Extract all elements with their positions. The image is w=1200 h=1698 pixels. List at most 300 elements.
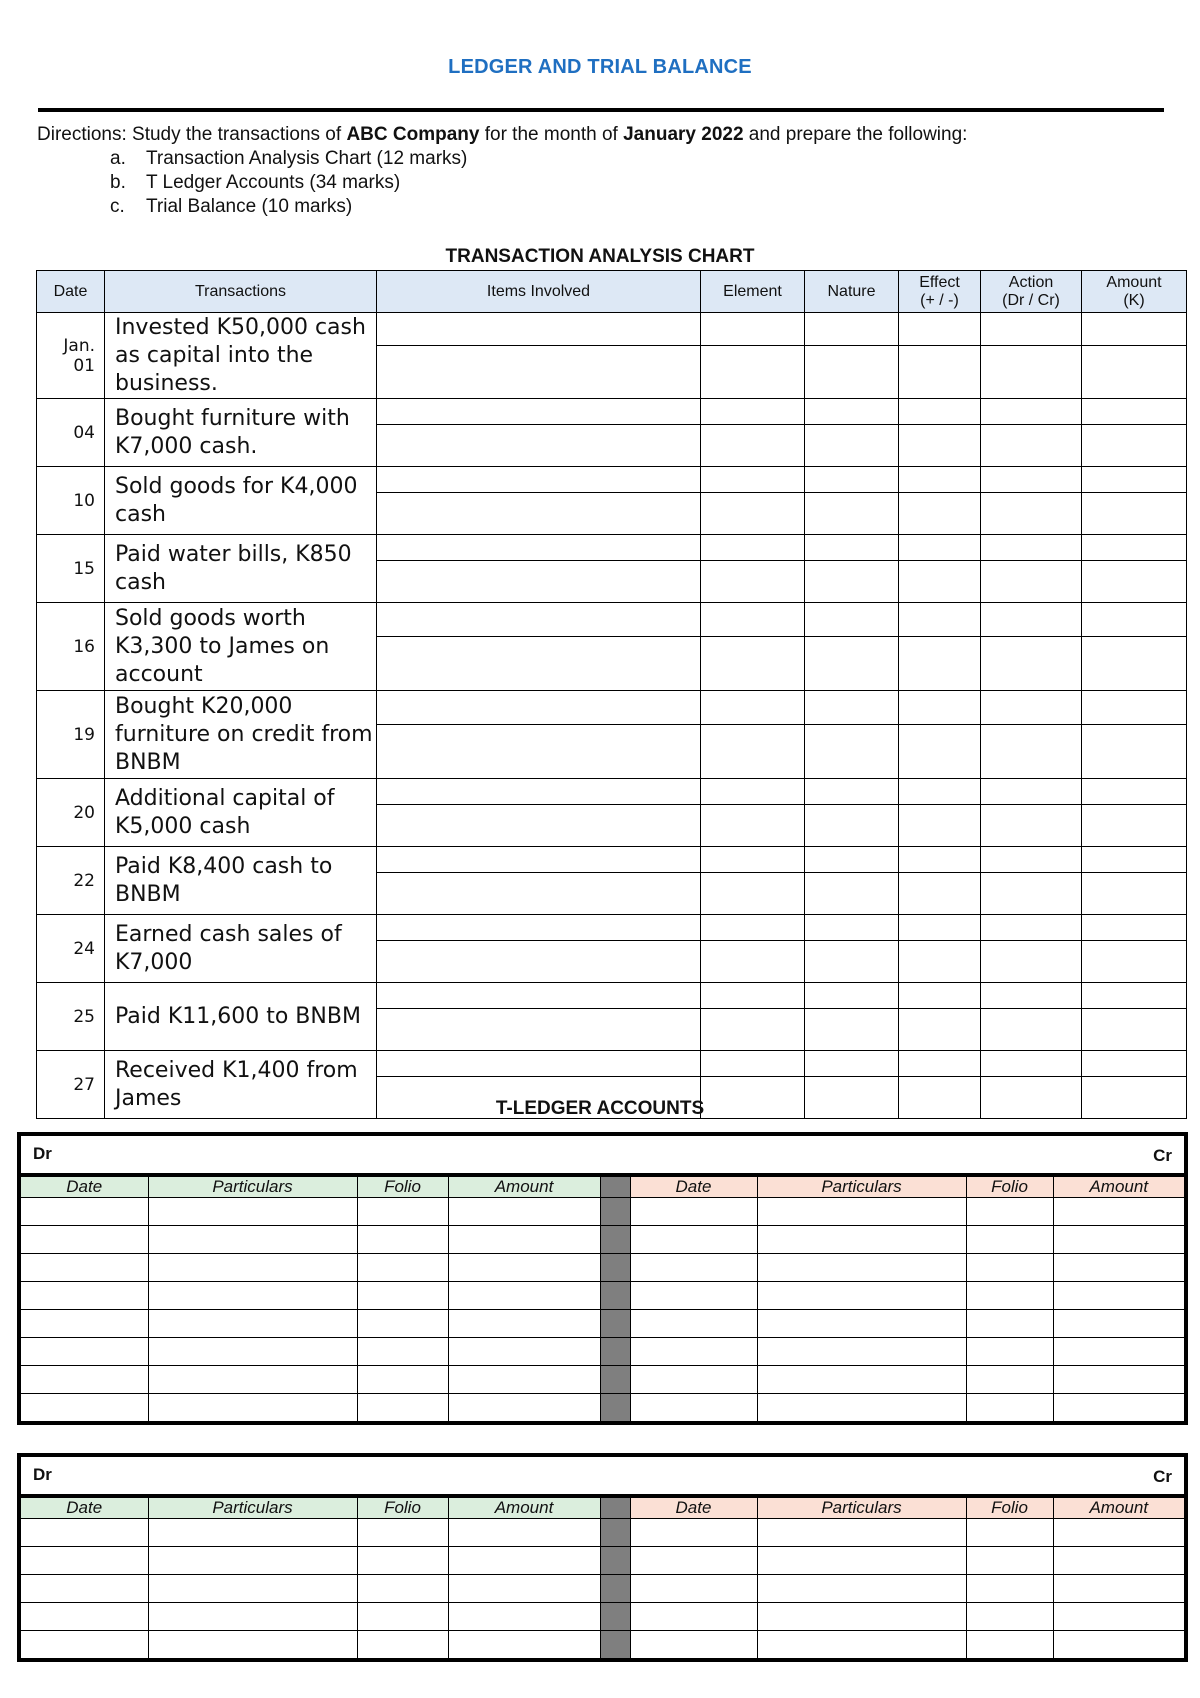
table-row bbox=[37, 467, 1187, 493]
transaction-date: 15 bbox=[37, 535, 105, 603]
ledger-cell[interactable] bbox=[1053, 1603, 1184, 1631]
answer-cell[interactable] bbox=[981, 425, 1082, 467]
answer-cell[interactable] bbox=[981, 1051, 1082, 1077]
transaction-text: Earned cash sales of K7,000 bbox=[105, 915, 377, 983]
answer-cell[interactable] bbox=[899, 425, 981, 467]
transaction-text: Additional capital of K5,000 cash bbox=[105, 779, 377, 847]
answer-cell[interactable] bbox=[1082, 313, 1187, 346]
answer-cell[interactable] bbox=[981, 847, 1082, 873]
ledger-cell[interactable] bbox=[1053, 1519, 1184, 1547]
ledger-cell[interactable] bbox=[630, 1547, 757, 1575]
ledger-cell[interactable] bbox=[21, 1338, 148, 1366]
transaction-date: 04 bbox=[37, 399, 105, 467]
ledger-cell[interactable] bbox=[357, 1226, 448, 1254]
ledger-cell[interactable] bbox=[757, 1631, 966, 1659]
table-row bbox=[37, 535, 1187, 561]
answer-cell[interactable] bbox=[981, 983, 1082, 1009]
col-header-transactions: Transactions bbox=[105, 271, 377, 313]
ledger-column-headers bbox=[21, 1177, 1184, 1198]
answer-cell[interactable] bbox=[701, 725, 805, 779]
answer-cell[interactable] bbox=[981, 399, 1082, 425]
ledger-cell[interactable] bbox=[357, 1254, 448, 1282]
transaction-text: Bought furniture with K7,000 cash. bbox=[105, 399, 377, 467]
answer-cell[interactable] bbox=[1082, 1009, 1187, 1051]
answer-cell[interactable] bbox=[805, 313, 899, 346]
ledger-cell[interactable] bbox=[966, 1254, 1053, 1282]
ledger-cell[interactable] bbox=[148, 1603, 357, 1631]
col-header-amount: Amount (K) bbox=[1082, 271, 1187, 313]
ledger-cell[interactable] bbox=[757, 1366, 966, 1394]
ledger-cell[interactable] bbox=[448, 1603, 600, 1631]
col-header-action: Action (Dr / Cr) bbox=[981, 271, 1082, 313]
answer-cell[interactable] bbox=[701, 941, 805, 983]
ledger-divider bbox=[600, 1254, 630, 1282]
ledger-cell[interactable] bbox=[357, 1282, 448, 1310]
ledger-cell[interactable] bbox=[757, 1575, 966, 1603]
answer-cell[interactable] bbox=[1082, 847, 1187, 873]
answer-cell[interactable] bbox=[899, 603, 981, 637]
answer-cell[interactable] bbox=[377, 313, 701, 346]
answer-cell[interactable] bbox=[805, 873, 899, 915]
answer-cell[interactable] bbox=[377, 535, 701, 561]
ledger-cell[interactable] bbox=[357, 1310, 448, 1338]
ledger-cell[interactable] bbox=[357, 1603, 448, 1631]
ledger-cell[interactable] bbox=[630, 1575, 757, 1603]
answer-cell[interactable] bbox=[805, 725, 899, 779]
answer-cell[interactable] bbox=[981, 346, 1082, 399]
ledger-cell[interactable] bbox=[757, 1519, 966, 1547]
answer-cell[interactable] bbox=[1082, 399, 1187, 425]
ledger-cell[interactable] bbox=[757, 1310, 966, 1338]
answer-cell[interactable] bbox=[899, 915, 981, 941]
ledger-cell[interactable] bbox=[357, 1366, 448, 1394]
transaction-text: Paid K11,600 to BNBM bbox=[105, 983, 377, 1051]
answer-cell[interactable] bbox=[701, 779, 805, 805]
answer-cell[interactable] bbox=[701, 535, 805, 561]
ledger-cell[interactable] bbox=[1053, 1198, 1184, 1226]
ledger-cell[interactable] bbox=[966, 1282, 1053, 1310]
answer-cell[interactable] bbox=[899, 535, 981, 561]
ledger-cell[interactable] bbox=[448, 1394, 600, 1422]
ledger-cell[interactable] bbox=[357, 1338, 448, 1366]
transaction-text: Bought K20,000 furniture on credit from BNBM bbox=[105, 691, 377, 779]
ledger-header bbox=[21, 1457, 1184, 1497]
answer-cell[interactable] bbox=[899, 399, 981, 425]
ledger-cell[interactable] bbox=[966, 1519, 1053, 1547]
answer-cell[interactable] bbox=[805, 493, 899, 535]
ledger-cell[interactable] bbox=[630, 1226, 757, 1254]
answer-cell[interactable] bbox=[1082, 1051, 1187, 1077]
table-row bbox=[37, 313, 1187, 346]
answer-cell[interactable] bbox=[805, 561, 899, 603]
ledger-cell[interactable] bbox=[1053, 1226, 1184, 1254]
answer-cell[interactable] bbox=[377, 399, 701, 425]
ledger-cell[interactable] bbox=[448, 1338, 600, 1366]
ledger-cell[interactable] bbox=[148, 1338, 357, 1366]
ledger-divider bbox=[600, 1498, 630, 1519]
answer-cell[interactable] bbox=[899, 941, 981, 983]
ledger-cell[interactable] bbox=[630, 1310, 757, 1338]
ledger-cell[interactable] bbox=[148, 1226, 357, 1254]
answer-cell[interactable] bbox=[1082, 425, 1187, 467]
ledger-cell[interactable] bbox=[966, 1226, 1053, 1254]
answer-cell[interactable] bbox=[377, 637, 701, 691]
ledger-row bbox=[21, 1254, 1184, 1282]
ledger-cell[interactable] bbox=[757, 1603, 966, 1631]
answer-cell[interactable] bbox=[1082, 725, 1187, 779]
ledger-cell[interactable] bbox=[1053, 1547, 1184, 1575]
answer-cell[interactable] bbox=[899, 805, 981, 847]
ledger-row bbox=[21, 1366, 1184, 1394]
answer-cell[interactable] bbox=[377, 873, 701, 915]
ledger-cell[interactable] bbox=[1053, 1366, 1184, 1394]
ledger-divider bbox=[600, 1310, 630, 1338]
debit-folio-header: Folio bbox=[357, 1177, 448, 1198]
table-row bbox=[37, 1051, 1187, 1077]
ledger-cell[interactable] bbox=[448, 1366, 600, 1394]
ledger-cell[interactable] bbox=[21, 1282, 148, 1310]
ledger-cell[interactable] bbox=[1053, 1338, 1184, 1366]
ledger-cell[interactable] bbox=[21, 1519, 148, 1547]
ledger-cell[interactable] bbox=[966, 1631, 1053, 1659]
ledger-cell[interactable] bbox=[448, 1631, 600, 1659]
ledger-cell[interactable] bbox=[630, 1603, 757, 1631]
answer-cell[interactable] bbox=[377, 1051, 701, 1077]
ledger-cell[interactable] bbox=[448, 1310, 600, 1338]
ledger-cell[interactable] bbox=[148, 1198, 357, 1226]
answer-cell[interactable] bbox=[805, 535, 899, 561]
answer-cell[interactable] bbox=[1082, 983, 1187, 1009]
answer-cell[interactable] bbox=[899, 847, 981, 873]
list-item: b. T Ledger Accounts (34 marks) bbox=[110, 172, 401, 193]
credit-particulars-header: Particulars bbox=[757, 1498, 966, 1519]
ledger-divider bbox=[600, 1575, 630, 1603]
ledger-cell[interactable] bbox=[1053, 1282, 1184, 1310]
ledger-cell[interactable] bbox=[757, 1198, 966, 1226]
table-row bbox=[37, 399, 1187, 425]
answer-cell[interactable] bbox=[377, 493, 701, 535]
ledger-cell[interactable] bbox=[757, 1282, 966, 1310]
answer-cell[interactable] bbox=[805, 1051, 899, 1077]
ledger-divider bbox=[600, 1338, 630, 1366]
ledger-cell[interactable] bbox=[148, 1547, 357, 1575]
answer-cell[interactable] bbox=[701, 691, 805, 725]
answer-cell[interactable] bbox=[981, 637, 1082, 691]
ledger-cell[interactable] bbox=[630, 1254, 757, 1282]
ledger-cell[interactable] bbox=[630, 1366, 757, 1394]
debit-label: Dr bbox=[33, 1465, 52, 1484]
answer-cell[interactable] bbox=[805, 779, 899, 805]
answer-cell[interactable] bbox=[805, 941, 899, 983]
answer-cell[interactable] bbox=[701, 1009, 805, 1051]
ledger-cell[interactable] bbox=[148, 1310, 357, 1338]
ledger-cell[interactable] bbox=[966, 1310, 1053, 1338]
ledger-cell[interactable] bbox=[21, 1547, 148, 1575]
answer-cell[interactable] bbox=[701, 561, 805, 603]
credit-date-header: Date bbox=[630, 1498, 757, 1519]
ledger-row bbox=[21, 1547, 1184, 1575]
answer-cell[interactable] bbox=[1082, 941, 1187, 983]
transaction-date: 27 bbox=[37, 1051, 105, 1119]
answer-cell[interactable] bbox=[805, 603, 899, 637]
answer-cell[interactable] bbox=[701, 637, 805, 691]
answer-cell[interactable] bbox=[981, 725, 1082, 779]
ledger-cell[interactable] bbox=[1053, 1575, 1184, 1603]
ledger-cell[interactable] bbox=[357, 1547, 448, 1575]
ledger-divider bbox=[600, 1631, 630, 1659]
ledger-cell[interactable] bbox=[630, 1394, 757, 1422]
ledger-divider bbox=[600, 1226, 630, 1254]
answer-cell[interactable] bbox=[377, 779, 701, 805]
ledger-cell[interactable] bbox=[148, 1631, 357, 1659]
answer-cell[interactable] bbox=[899, 313, 981, 346]
answer-cell[interactable] bbox=[805, 637, 899, 691]
answer-cell[interactable] bbox=[701, 915, 805, 941]
debit-amount-header: Amount bbox=[448, 1498, 600, 1519]
ledger-row bbox=[21, 1519, 1184, 1547]
ledger-cell[interactable] bbox=[148, 1254, 357, 1282]
answer-cell[interactable] bbox=[1082, 637, 1187, 691]
ledger-cell[interactable] bbox=[357, 1519, 448, 1547]
answer-cell[interactable] bbox=[805, 425, 899, 467]
ledger-cell[interactable] bbox=[448, 1226, 600, 1254]
answer-cell[interactable] bbox=[899, 346, 981, 399]
answer-cell[interactable] bbox=[899, 561, 981, 603]
ledger-row bbox=[21, 1603, 1184, 1631]
answer-cell[interactable] bbox=[805, 915, 899, 941]
answer-cell[interactable] bbox=[805, 346, 899, 399]
answer-cell[interactable] bbox=[377, 691, 701, 725]
ledger-cell[interactable] bbox=[966, 1366, 1053, 1394]
directions-list bbox=[110, 147, 467, 219]
debit-particulars-header: Particulars bbox=[148, 1498, 357, 1519]
transaction-date: 10 bbox=[37, 467, 105, 535]
ledger-column-headers bbox=[21, 1498, 1184, 1519]
answer-cell[interactable] bbox=[701, 467, 805, 493]
col-header-effect: Effect (+ / -) bbox=[899, 271, 981, 313]
ledger-divider bbox=[600, 1547, 630, 1575]
answer-cell[interactable] bbox=[805, 467, 899, 493]
ledger-cell[interactable] bbox=[448, 1547, 600, 1575]
answer-cell[interactable] bbox=[899, 637, 981, 691]
ledger-cell[interactable] bbox=[21, 1226, 148, 1254]
ledger-row bbox=[21, 1394, 1184, 1422]
answer-cell[interactable] bbox=[701, 346, 805, 399]
ledger-cell[interactable] bbox=[448, 1254, 600, 1282]
answer-cell[interactable] bbox=[1082, 915, 1187, 941]
ledger-divider bbox=[600, 1519, 630, 1547]
answer-cell[interactable] bbox=[1082, 603, 1187, 637]
t-ledger-account-1 bbox=[17, 1132, 1188, 1425]
ledger-divider bbox=[600, 1366, 630, 1394]
ledger-cell[interactable] bbox=[1053, 1631, 1184, 1659]
ledger-cell[interactable] bbox=[757, 1547, 966, 1575]
ledger-cell[interactable] bbox=[357, 1394, 448, 1422]
col-header-date: Date bbox=[37, 271, 105, 313]
answer-cell[interactable] bbox=[1082, 493, 1187, 535]
transaction-date: 22 bbox=[37, 847, 105, 915]
answer-cell[interactable] bbox=[701, 603, 805, 637]
col-header-items: Items Involved bbox=[377, 271, 701, 313]
answer-cell[interactable] bbox=[981, 561, 1082, 603]
answer-cell[interactable] bbox=[377, 725, 701, 779]
credit-particulars-header: Particulars bbox=[757, 1177, 966, 1198]
answer-cell[interactable] bbox=[805, 847, 899, 873]
ledger-row bbox=[21, 1575, 1184, 1603]
answer-cell[interactable] bbox=[377, 467, 701, 493]
ledger-row bbox=[21, 1338, 1184, 1366]
credit-folio-header: Folio bbox=[966, 1498, 1053, 1519]
answer-cell[interactable] bbox=[377, 805, 701, 847]
answer-cell[interactable] bbox=[805, 983, 899, 1009]
answer-cell[interactable] bbox=[805, 1009, 899, 1051]
ledger-cell[interactable] bbox=[21, 1310, 148, 1338]
answer-cell[interactable] bbox=[377, 941, 701, 983]
answer-cell[interactable] bbox=[701, 983, 805, 1009]
answer-cell[interactable] bbox=[377, 561, 701, 603]
transaction-text: Paid water bills, K850 cash bbox=[105, 535, 377, 603]
answer-cell[interactable] bbox=[1082, 535, 1187, 561]
ledger-cell[interactable] bbox=[966, 1603, 1053, 1631]
answer-cell[interactable] bbox=[981, 873, 1082, 915]
answer-cell[interactable] bbox=[701, 313, 805, 346]
answer-cell[interactable] bbox=[701, 805, 805, 847]
answer-cell[interactable] bbox=[981, 779, 1082, 805]
ledger-cell[interactable] bbox=[757, 1338, 966, 1366]
credit-label: Cr bbox=[1153, 1146, 1172, 1165]
answer-cell[interactable] bbox=[1082, 346, 1187, 399]
answer-cell[interactable] bbox=[981, 941, 1082, 983]
answer-cell[interactable] bbox=[899, 983, 981, 1009]
transaction-date: 20 bbox=[37, 779, 105, 847]
answer-cell[interactable] bbox=[701, 1051, 805, 1077]
answer-cell[interactable] bbox=[701, 873, 805, 915]
answer-cell[interactable] bbox=[899, 1051, 981, 1077]
answer-cell[interactable] bbox=[1082, 467, 1187, 493]
ledger-cell[interactable] bbox=[630, 1198, 757, 1226]
answer-cell[interactable] bbox=[701, 847, 805, 873]
answer-cell[interactable] bbox=[981, 805, 1082, 847]
answer-cell[interactable] bbox=[981, 1009, 1082, 1051]
ledger-cell[interactable] bbox=[966, 1547, 1053, 1575]
ledger-row bbox=[21, 1631, 1184, 1659]
ledger-cell[interactable] bbox=[630, 1338, 757, 1366]
ledger-cell[interactable] bbox=[21, 1603, 148, 1631]
answer-cell[interactable] bbox=[377, 915, 701, 941]
table-row bbox=[37, 691, 1187, 725]
ledger-cell[interactable] bbox=[21, 1366, 148, 1394]
ledger-cell[interactable] bbox=[357, 1198, 448, 1226]
ledger-cell[interactable] bbox=[21, 1631, 148, 1659]
ledger-cell[interactable] bbox=[966, 1575, 1053, 1603]
ledger-cell[interactable] bbox=[630, 1282, 757, 1310]
answer-cell[interactable] bbox=[377, 346, 701, 399]
ledger-table bbox=[21, 1176, 1184, 1421]
ledger-cell[interactable] bbox=[1053, 1310, 1184, 1338]
answer-cell[interactable] bbox=[899, 873, 981, 915]
answer-cell[interactable] bbox=[377, 425, 701, 467]
answer-cell[interactable] bbox=[805, 805, 899, 847]
transaction-text: Sold goods worth K3,300 to James on account bbox=[105, 603, 377, 691]
answer-cell[interactable] bbox=[1082, 805, 1187, 847]
answer-cell[interactable] bbox=[1082, 873, 1187, 915]
ledger-cell[interactable] bbox=[448, 1519, 600, 1547]
ledger-divider bbox=[600, 1394, 630, 1422]
answer-cell[interactable] bbox=[377, 603, 701, 637]
answer-cell[interactable] bbox=[899, 467, 981, 493]
answer-cell[interactable] bbox=[805, 691, 899, 725]
ledger-divider bbox=[600, 1198, 630, 1226]
answer-cell[interactable] bbox=[899, 779, 981, 805]
ledger-cell[interactable] bbox=[448, 1575, 600, 1603]
answer-cell[interactable] bbox=[1082, 691, 1187, 725]
ledger-cell[interactable] bbox=[966, 1338, 1053, 1366]
answer-cell[interactable] bbox=[981, 691, 1082, 725]
ledger-cell[interactable] bbox=[21, 1575, 148, 1603]
ledger-divider bbox=[600, 1282, 630, 1310]
ledger-cell[interactable] bbox=[630, 1519, 757, 1547]
ledger-cell[interactable] bbox=[148, 1519, 357, 1547]
ledger-cell[interactable] bbox=[966, 1198, 1053, 1226]
answer-cell[interactable] bbox=[899, 1009, 981, 1051]
ledger-cell[interactable] bbox=[357, 1631, 448, 1659]
ledger-cell[interactable] bbox=[757, 1254, 966, 1282]
ledger-table bbox=[21, 1497, 1184, 1658]
debit-date-header: Date bbox=[21, 1498, 148, 1519]
answer-cell[interactable] bbox=[899, 493, 981, 535]
credit-folio-header: Folio bbox=[966, 1177, 1053, 1198]
ledger-cell[interactable] bbox=[448, 1198, 600, 1226]
answer-cell[interactable] bbox=[981, 535, 1082, 561]
answer-cell[interactable] bbox=[701, 425, 805, 467]
answer-cell[interactable] bbox=[805, 399, 899, 425]
ledger-cell[interactable] bbox=[757, 1226, 966, 1254]
answer-cell[interactable] bbox=[377, 847, 701, 873]
ledger-cell[interactable] bbox=[21, 1198, 148, 1226]
ledger-cell[interactable] bbox=[966, 1394, 1053, 1422]
answer-cell[interactable] bbox=[701, 493, 805, 535]
transaction-date: 25 bbox=[37, 983, 105, 1051]
ledger-cell[interactable] bbox=[357, 1575, 448, 1603]
ledger-cell[interactable] bbox=[1053, 1394, 1184, 1422]
ledger-row bbox=[21, 1310, 1184, 1338]
ledger-cell[interactable] bbox=[21, 1254, 148, 1282]
answer-cell[interactable] bbox=[981, 467, 1082, 493]
transaction-analysis-table bbox=[36, 270, 1187, 1119]
debit-amount-header: Amount bbox=[448, 1177, 600, 1198]
answer-cell[interactable] bbox=[377, 1009, 701, 1051]
answer-cell[interactable] bbox=[981, 915, 1082, 941]
answer-cell[interactable] bbox=[899, 725, 981, 779]
ledger-cell[interactable] bbox=[757, 1394, 966, 1422]
ledger-cell[interactable] bbox=[148, 1394, 357, 1422]
answer-cell[interactable] bbox=[377, 983, 701, 1009]
answer-cell[interactable] bbox=[981, 313, 1082, 346]
answer-cell[interactable] bbox=[1082, 779, 1187, 805]
ledger-cell[interactable] bbox=[630, 1631, 757, 1659]
ledger-cell[interactable] bbox=[21, 1394, 148, 1422]
ledger-cell[interactable] bbox=[148, 1282, 357, 1310]
answer-cell[interactable] bbox=[1082, 561, 1187, 603]
answer-cell[interactable] bbox=[701, 399, 805, 425]
answer-cell[interactable] bbox=[981, 603, 1082, 637]
ledger-cell[interactable] bbox=[148, 1575, 357, 1603]
answer-cell[interactable] bbox=[981, 493, 1082, 535]
answer-cell[interactable] bbox=[899, 691, 981, 725]
ledger-cell[interactable] bbox=[448, 1282, 600, 1310]
ledger-cell[interactable] bbox=[148, 1366, 357, 1394]
ledger-cell[interactable] bbox=[1053, 1254, 1184, 1282]
